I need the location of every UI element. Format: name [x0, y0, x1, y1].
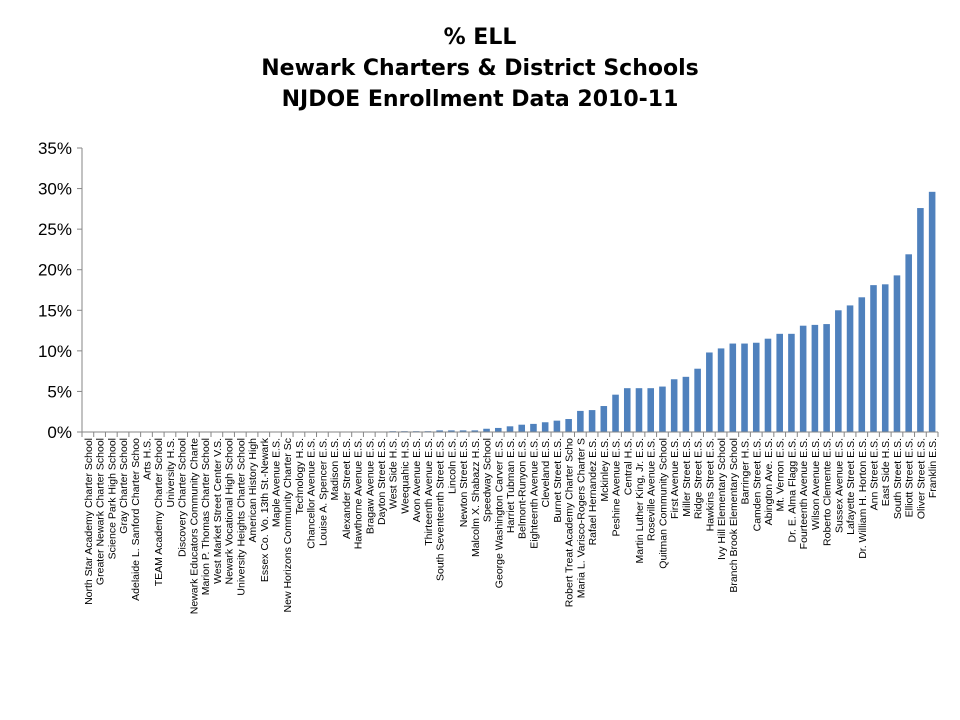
bars: [389, 192, 935, 432]
bar: [776, 334, 783, 432]
bar: [905, 254, 912, 432]
x-tick-label: Ivy Hill Elementary School: [716, 438, 729, 560]
bar: [647, 388, 654, 432]
x-tick-label: Science Park High School: [106, 438, 119, 560]
bar: [882, 284, 889, 432]
chart-title-line-2: Newark Charters & District Schools: [261, 56, 699, 81]
bar: [706, 352, 713, 432]
x-tick-label: Speedway School: [481, 438, 494, 523]
x-tick-label: Central H.S.: [622, 438, 635, 496]
y-tick-label: 10%: [37, 341, 72, 361]
bar: [847, 305, 854, 432]
bar: [518, 425, 525, 432]
bar: [577, 411, 584, 432]
x-tick-label: Mckinley E.S.: [598, 438, 611, 502]
x-tick-label: Gray Charter School: [118, 438, 131, 534]
bar: [765, 339, 772, 432]
x-tick-label: Dr. William H. Horton E.S.: [856, 438, 869, 559]
x-tick-label: Malcolm X. Shabazz H.S.: [469, 438, 482, 558]
x-tick-label: Abington Ave. E.S.: [762, 438, 775, 526]
x-tick-label: Fourteenth Avenue E.S.: [798, 438, 811, 550]
x-tick-label: Newton Street E.S.: [458, 438, 471, 528]
bar: [788, 334, 795, 432]
x-tick-label: Robert Treat Academy Charter Scho: [563, 438, 576, 608]
x-tick-label: Peshine Avenue E.S.: [610, 438, 623, 537]
bar: [601, 406, 608, 432]
bar: [495, 428, 502, 432]
bar: [636, 388, 643, 432]
x-tick-label: Arts H.S.: [141, 438, 154, 481]
x-tick-label: Roberto Clemente E.S.: [821, 438, 834, 546]
x-tick-label: Miller Street E.S.: [680, 438, 693, 517]
bar: [565, 419, 572, 432]
x-tick-label: Dr. E. Alma Flagg E.S.: [786, 438, 799, 543]
x-tick-label: Eighteenth Avenue E.S.: [528, 438, 541, 549]
chart-title-line-3: NJDOE Enrollment Data 2010-11: [281, 87, 679, 112]
x-tick-label: Avon Avenue E.S.: [411, 438, 424, 523]
x-tick-label: Hawthorne Avenue E.S.: [352, 438, 365, 550]
x-axis: [82, 432, 939, 614]
bar: [659, 387, 666, 432]
x-tick-label: Bragaw Avenue E.S.: [364, 438, 377, 535]
x-tick-label: George Washington Carver E.S.: [493, 438, 506, 589]
x-tick-label: North Star Academy Charter School: [82, 438, 95, 605]
x-tick-label: Burnet Street E.S.: [551, 438, 564, 523]
x-tick-label: Essex Co. Vo. 13th St.-Newark: [258, 438, 271, 583]
x-tick-label: Camden Street E.S.: [751, 438, 764, 532]
x-tick-label: East Side H.S.: [880, 438, 893, 507]
x-tick-label: Wilson Avenue E.S.: [809, 438, 822, 531]
x-tick-label: Thirteenth Avenue E.S.: [422, 438, 435, 546]
x-tick-label: New Horizons Community Charter Sc: [282, 438, 295, 613]
x-tick-label: Branch Brook Elementary School: [727, 438, 740, 593]
x-tick-label: South Street E.S.: [891, 438, 904, 520]
y-tick-label: 20%: [37, 260, 72, 280]
bar: [835, 310, 842, 432]
x-tick-label: Elliott Street E.S.: [903, 438, 916, 518]
y-tick-label: 0%: [47, 423, 72, 442]
x-tick-label: Technology H.S.: [293, 438, 306, 515]
bar: [929, 192, 936, 432]
bar: [718, 348, 725, 432]
x-tick-label: Mt. Vernon E.S.: [774, 438, 787, 512]
x-tick-label: Lincoln E.S.: [446, 438, 459, 495]
chart-title-line-1: % ELL: [443, 25, 517, 50]
x-tick-label: West Side H.S.: [387, 438, 400, 509]
x-tick-label: Louise A. Spencer E.S.: [317, 438, 330, 546]
x-tick-label: Rafael Hernandez E.S.: [587, 438, 600, 546]
bar: [624, 388, 631, 432]
x-tick-label: Cleveland E.S.: [540, 438, 553, 508]
x-tick-label: Madison E.S.: [329, 438, 342, 501]
bar: [507, 426, 514, 432]
y-axis: [38, 139, 82, 442]
x-tick-label: Roseville Avenue E.S.: [645, 438, 658, 542]
bar: [683, 377, 690, 432]
y-tick-label: 15%: [37, 301, 72, 321]
x-tick-label: Chancellor Avenue E.S.: [305, 438, 318, 549]
x-tick-label: Greater Newark Charter School: [94, 438, 107, 586]
bar: [753, 343, 760, 432]
bar: [800, 326, 807, 432]
bar: [870, 285, 877, 432]
bar: [554, 421, 561, 432]
x-tick-label: Ann Street E.S.: [868, 438, 881, 511]
x-tick-label: Hawkins Street E.S.: [704, 438, 717, 532]
x-tick-label: Belmont-Runyon E.S.: [516, 438, 529, 539]
x-tick-label: Martin Luther King, Jr. E.S.: [633, 438, 646, 564]
bar: [741, 344, 748, 432]
x-tick-label: South Seventeenth Street E.S.: [434, 438, 447, 582]
x-tick-label: Dayton Street E.S.: [376, 438, 389, 525]
bar: [671, 379, 678, 432]
x-tick-label: Newark Vocational High School: [223, 438, 236, 585]
bar: [542, 422, 549, 432]
bar: [917, 208, 924, 432]
x-tick-label: Quitman Community School: [657, 438, 670, 569]
y-tick-label: 5%: [47, 382, 72, 402]
bar: [894, 275, 901, 432]
y-tick-label: 30%: [37, 179, 72, 199]
x-tick-label: Ridge Street E.S.: [692, 438, 705, 520]
y-tick-label: 25%: [37, 220, 72, 240]
bar: [694, 369, 701, 432]
x-tick-label: Adelaide L. Sanford Charter Schoo: [129, 438, 142, 601]
x-tick-label: TEAM Academy Charter School: [153, 438, 166, 587]
y-tick-label: 35%: [37, 139, 72, 158]
x-tick-label: Barringer H.S.: [739, 438, 752, 505]
x-tick-label: Maple Avenue E.S.: [270, 438, 283, 528]
x-tick-label: University H.S.: [164, 438, 177, 508]
x-tick-label: First Avenue E.S.: [669, 438, 682, 519]
bar: [859, 297, 866, 432]
bar: [589, 410, 596, 432]
x-tick-label: Oliver Street E.S.: [915, 438, 928, 520]
x-tick-label: Alexander Street E.S.: [340, 438, 353, 539]
x-tick-label: Harriet Tubman E.S.: [505, 438, 517, 534]
x-tick-label: Lafayette Street E.S.: [845, 438, 858, 535]
x-tick-label: Sussex Avenue E.S.: [833, 438, 846, 533]
x-tick-label: Discovery Charter School: [176, 438, 189, 558]
x-tick-label: Maria L. Varisco-Rogers Charter S: [575, 438, 588, 599]
bar: [730, 344, 737, 432]
bar: [823, 324, 830, 432]
x-tick-label: Weequahic H.S.: [399, 438, 412, 514]
bar: [612, 395, 619, 432]
x-tick-label: West Market Street Center V.S.: [211, 438, 224, 584]
x-tick-label: American History High: [247, 438, 260, 543]
x-tick-label: Marion P. Thomas Charter School: [200, 438, 213, 596]
x-tick-label: Franklin E.S.: [927, 438, 940, 499]
bar: [812, 325, 819, 432]
bar: [530, 424, 537, 432]
x-tick-label: Newark Educators Community Charte: [188, 438, 201, 615]
x-tick-label: University Heights Charter School: [235, 438, 248, 596]
